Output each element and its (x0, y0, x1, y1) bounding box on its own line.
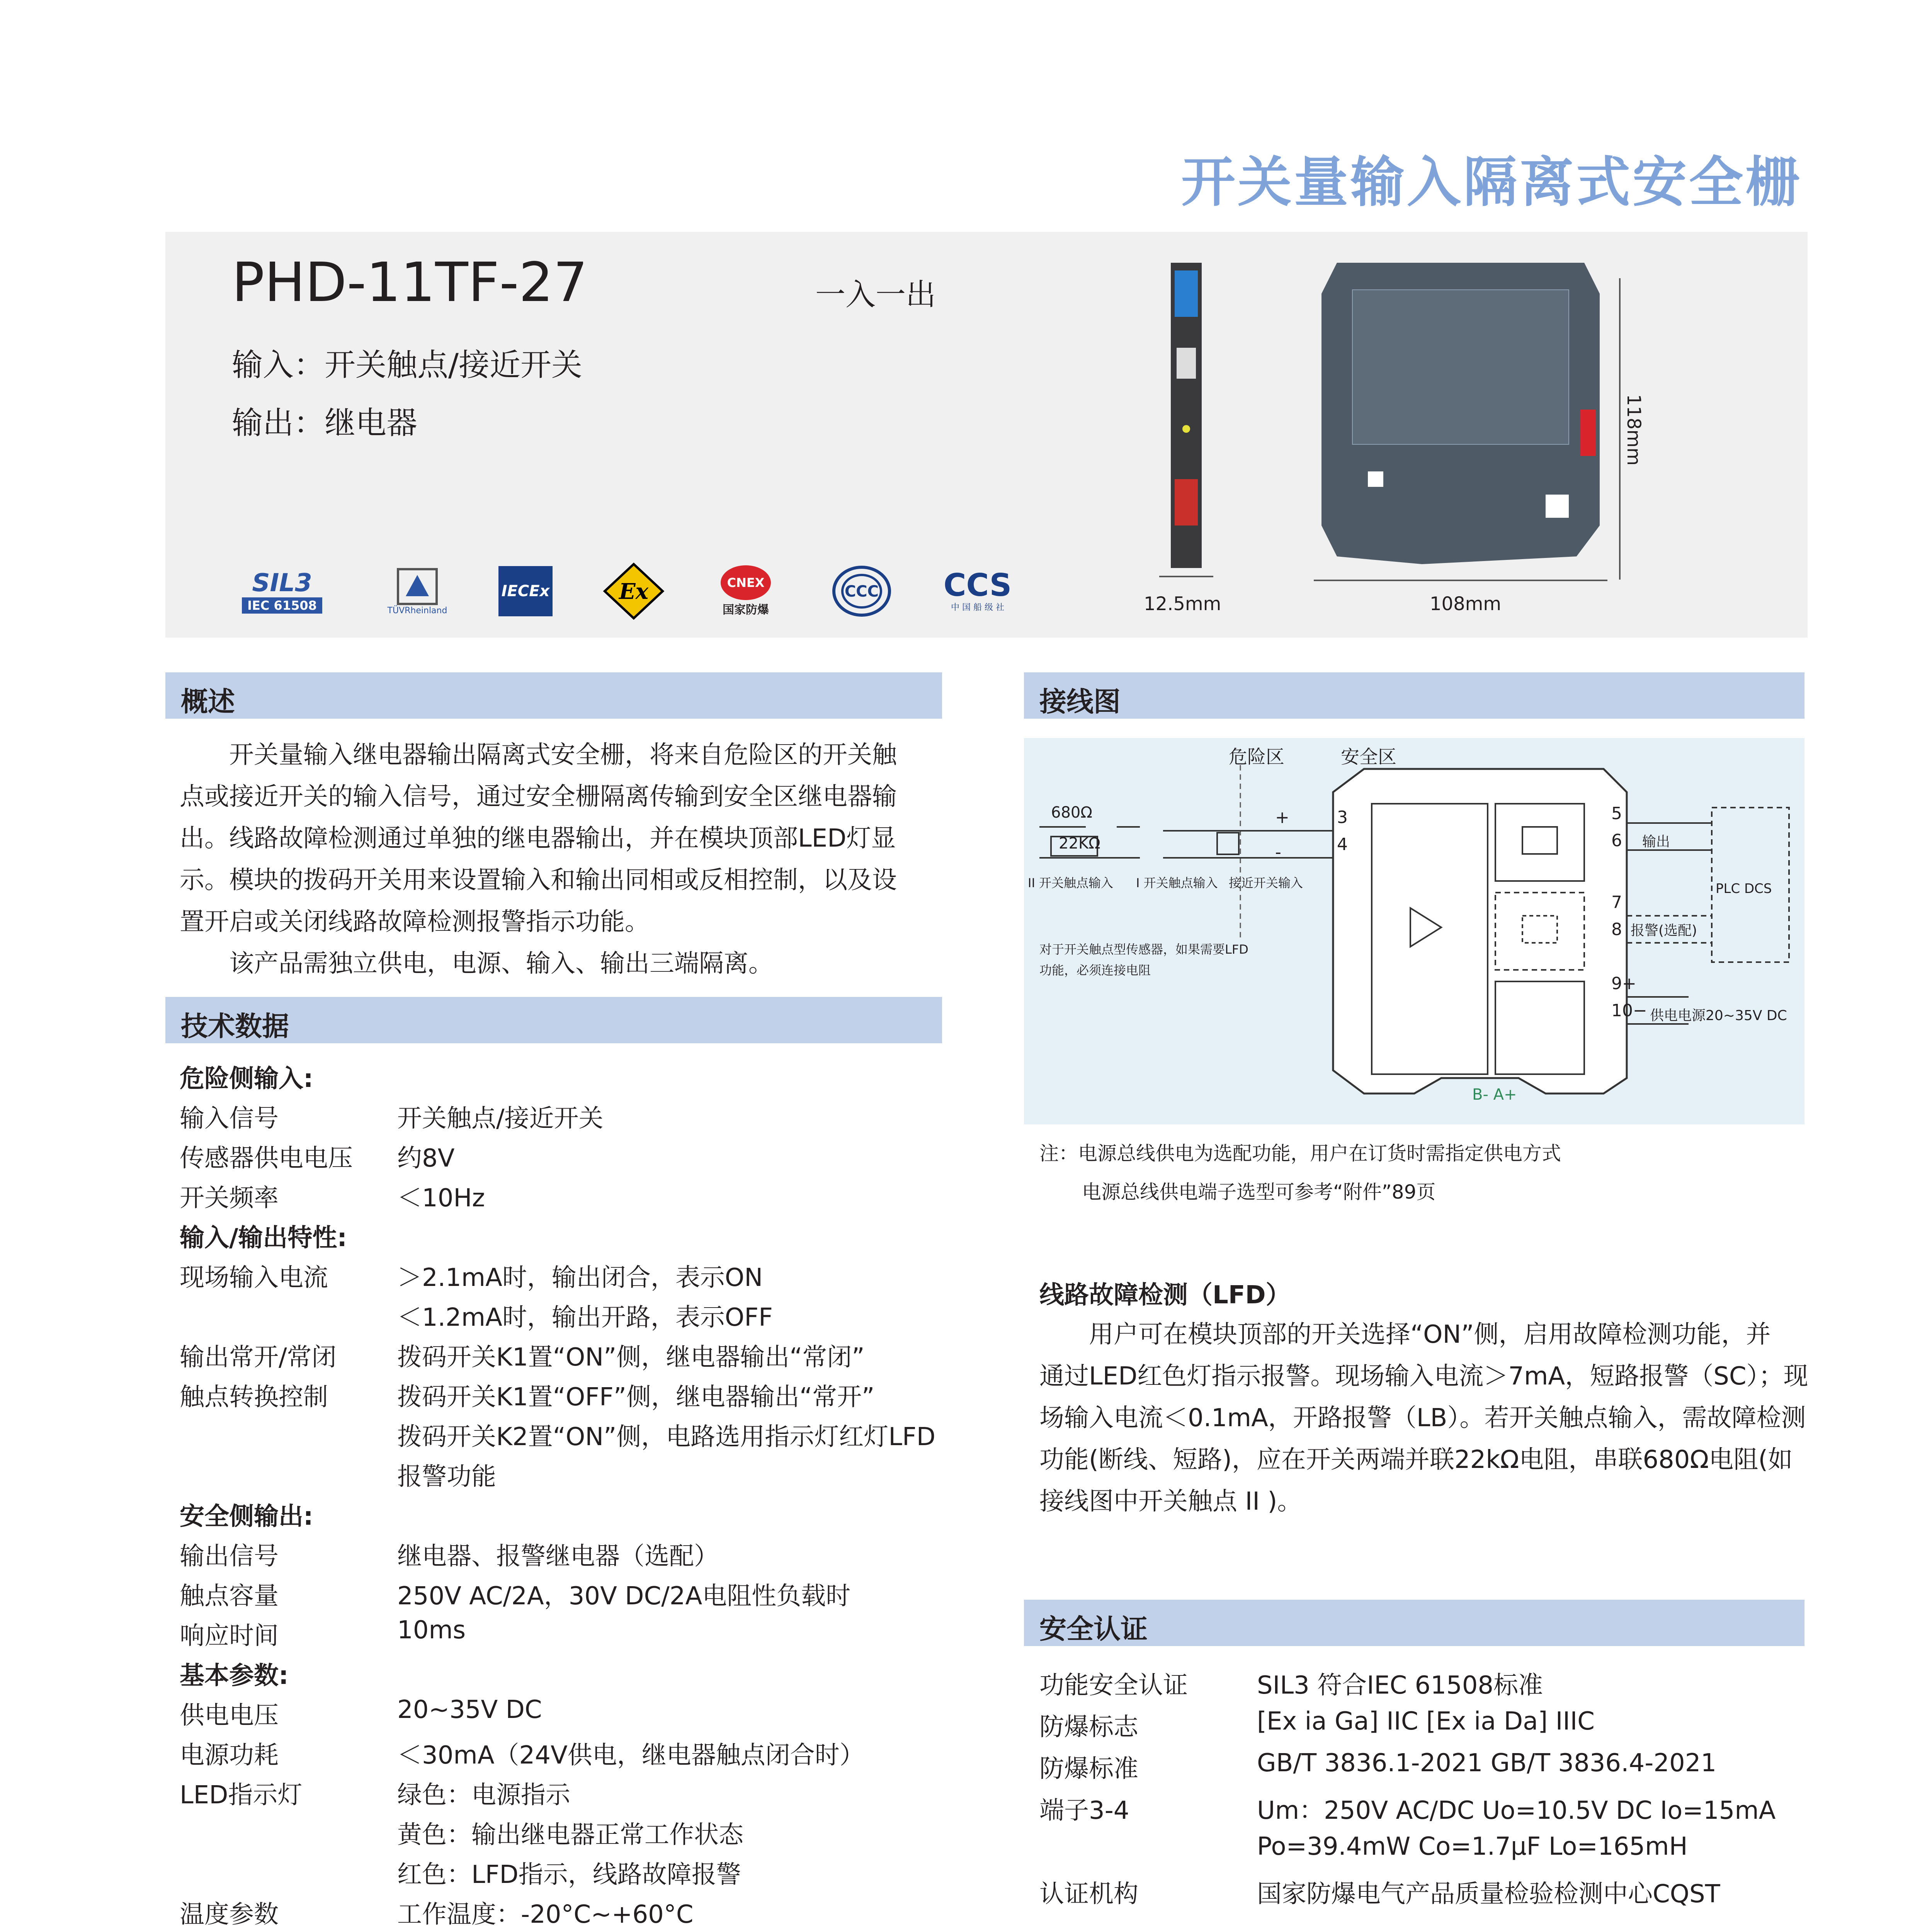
terminal-4: 4 (1337, 835, 1348, 854)
wiring-note-2: 电源总线供电端子选型可参考“附件”89页 (1082, 1181, 1436, 1203)
minus-label: - (1275, 842, 1281, 862)
lfd-title: 线路故障检测（LFD） (1039, 1281, 1291, 1310)
safe-zone-label: 安全区 (1341, 746, 1397, 768)
safety-label: 端子3-4 (1039, 1796, 1129, 1825)
spec-label: 触点转换控制 (180, 1383, 328, 1412)
ccs-logo: CCS 中 国 船 级 社 (943, 567, 1012, 612)
safety-value: SIL3 符合IEC 61508标准 (1257, 1671, 1543, 1700)
product-model: PHD-11TF-27 (232, 251, 588, 314)
spec-group-heading: 安全侧输出: (180, 1502, 313, 1531)
cnex-logo: CNEX 国家防爆 (703, 556, 788, 626)
product-input: 输入：开关触点/接近开关 (232, 347, 582, 383)
ex-logo (591, 556, 676, 626)
spec-group-heading: 输入/输出特性: (180, 1224, 347, 1252)
spec-value: 10ms (397, 1616, 466, 1645)
spec-label: 现场输入电流 (180, 1264, 328, 1292)
safety-label: 防爆标志 (1039, 1713, 1138, 1742)
hazard-zone-label: 危险区 (1229, 746, 1285, 768)
svg-text:Ex: Ex (619, 579, 649, 604)
spec-value: 拨码开关K2置“ON”侧，电路选用指示灯红灯LFD (397, 1423, 935, 1451)
module-front-image (1171, 263, 1202, 568)
module-side-image (1306, 255, 1654, 583)
spec-value: 约8V (397, 1144, 455, 1173)
spec-value: 250V AC/2A，30V DC/2A电阻性负载时 (397, 1582, 851, 1611)
spec-group-heading: 基本参数: (180, 1662, 289, 1690)
spec-value: 报警功能 (397, 1463, 496, 1491)
category-title: 开关量输入隔离式安全栅 (1181, 151, 1802, 214)
plc-dcs-label: PLC DCS (1716, 881, 1772, 896)
spec-label: 响应时间 (180, 1622, 279, 1650)
terminal-5: 5 (1611, 804, 1622, 823)
spec-value: 黄色：输出继电器正常工作状态 (397, 1821, 743, 1849)
spec-label: 开关频率 (180, 1184, 279, 1213)
spec-group-heading: 危险侧输入: (180, 1065, 313, 1093)
safety-value: GB/T 3836.1-2021 GB/T 3836.4-2021 (1257, 1749, 1717, 1777)
terminal-6: 6 (1611, 831, 1622, 850)
ccc-logo (819, 556, 904, 626)
product-output: 输出：继电器 (232, 405, 417, 441)
switch-i-label: I 开关触点输入 (1136, 876, 1218, 890)
length-dimension: 108mm (1430, 593, 1502, 615)
spec-label: 输出常开/常闭 (180, 1343, 337, 1372)
overview-text: 开关量输入继电器输出隔离式安全栅，将来自危险区的开关触 点或接近开关的输入信号，通过安全栅隔离传输到安全区继电器输 出。线路故障检测通过单独的继电器输出，并在模块顶部LED灯显 示。模块的拨码开关用来设置输入和输出同相或反相控制，以及设 置开启或关闭线路故障检测报警指示功能。 该产品需独立供电，电源、输入、输出三端隔离。 (180, 741, 897, 978)
safety-label: 认证机构 (1039, 1880, 1138, 1908)
spec-label: 电源功耗 (180, 1741, 279, 1770)
spec-value: ＜1.2mA时，输出开路，表示OFF (397, 1303, 773, 1332)
spec-value: 绿色：电源指示 (397, 1781, 570, 1810)
spec-label: 输入信号 (180, 1104, 279, 1133)
ccc-text: CCC (844, 583, 879, 600)
terminal-3: 3 (1337, 808, 1348, 827)
safety-value: [Ex ia Ga] IIC [Ex ia Da] IIIC (1257, 1707, 1595, 1736)
safety-value: 国家防爆电气产品质量检验检测中心CQST (1257, 1880, 1720, 1908)
safety-value: Po=39.4mW Co=1.7μF Lo=165mH (1257, 1832, 1688, 1861)
terminal-7: 7 (1611, 893, 1622, 912)
wiring-diagram (1024, 738, 1804, 1124)
terminal-10: 10− (1611, 1001, 1647, 1020)
spec-value: 20~35V DC (397, 1696, 542, 1724)
terminal-9: 9+ (1611, 974, 1636, 993)
tech-data-header: 技术数据 (165, 997, 942, 1043)
spec-label: 温度参数 (180, 1900, 279, 1929)
spec-value: 继电器、报警继电器（选配） (397, 1542, 719, 1571)
output-label: 输出 (1642, 834, 1670, 850)
spec-label: 触点容量 (180, 1582, 279, 1611)
spec-value: 红色：LFD指示，线路故障报警 (397, 1861, 741, 1889)
channel-config: 一入一出 (815, 277, 936, 312)
wiring-note-1: 注：电源总线供电为选配功能，用户在订货时需指定供电方式 (1039, 1142, 1561, 1165)
sil3-logo: SIL3 IEC 61508 (232, 556, 332, 626)
safety-label: 防爆标准 (1039, 1755, 1138, 1783)
overview-header: 概述 (165, 672, 942, 719)
resistor-22k-label: 22KΩ (1059, 835, 1100, 852)
iecex-logo: IECEx (483, 556, 568, 626)
resistor-680-label: 680Ω (1051, 804, 1092, 821)
width-dimension: 12.5mm (1144, 593, 1221, 615)
power-supply-label: 供电电源20~35V DC (1650, 1008, 1787, 1024)
spec-value: 开关触点/接近开关 (397, 1104, 604, 1133)
input-note: 对于开关触点型传感器，如果需要LFD 功能，必须连接电阻 (1039, 942, 1248, 978)
spec-value: ＜10Hz (397, 1184, 485, 1213)
spec-label: 传感器供电电压 (180, 1144, 353, 1173)
terminal-8: 8 (1611, 920, 1622, 939)
tuv-logo: TÜVRheinland (375, 556, 460, 626)
safety-label: 功能安全认证 (1039, 1671, 1188, 1700)
spec-value: 拨码开关K1置“OFF”侧，继电器输出“常开” (397, 1383, 875, 1412)
height-dimension: 118mm (1623, 394, 1645, 466)
spec-label: 输出信号 (180, 1542, 279, 1571)
plus-label: + (1275, 808, 1289, 827)
spec-value: ＜30mA（24V供电，继电器触点闭合时） (397, 1741, 864, 1770)
spec-label: LED指示灯 (180, 1781, 303, 1810)
safety-cert-header: 安全认证 (1024, 1600, 1804, 1646)
spec-value: ＞2.1mA时，输出闭合，表示ON (397, 1264, 763, 1292)
safety-value: Um：250V AC/DC Uo=10.5V DC Io=15mA (1257, 1796, 1776, 1825)
spec-value: 工作温度：-20°C~+60°C (397, 1900, 694, 1929)
spec-value: 拨码开关K1置“ON”侧，继电器输出“常闭” (397, 1343, 865, 1372)
switch-ii-label: II 开关触点输入 (1028, 876, 1114, 890)
alarm-label: 报警(选配) (1631, 923, 1697, 939)
lfd-text: 用户可在模块顶部的开关选择“ON”侧，启用故障检测功能，并 通过LED红色灯指示报警。现场输入电流＞7mA，短路报警（SC）；现 场输入电流＜0.1mA，开路报警（LB）。若开关触点输入，需故障检测 功能(断线、短路)，应在开关两端并联22kΩ电阻，串联680Ω电阻(如 接线图中开关触点 II )。 (1039, 1320, 1808, 1516)
wiring-header: 接线图 (1024, 672, 1804, 719)
bus-label: B- A+ (1472, 1086, 1517, 1104)
proximity-switch-label: 接近开关输入 (1229, 876, 1303, 890)
spec-label: 供电电压 (180, 1701, 279, 1730)
